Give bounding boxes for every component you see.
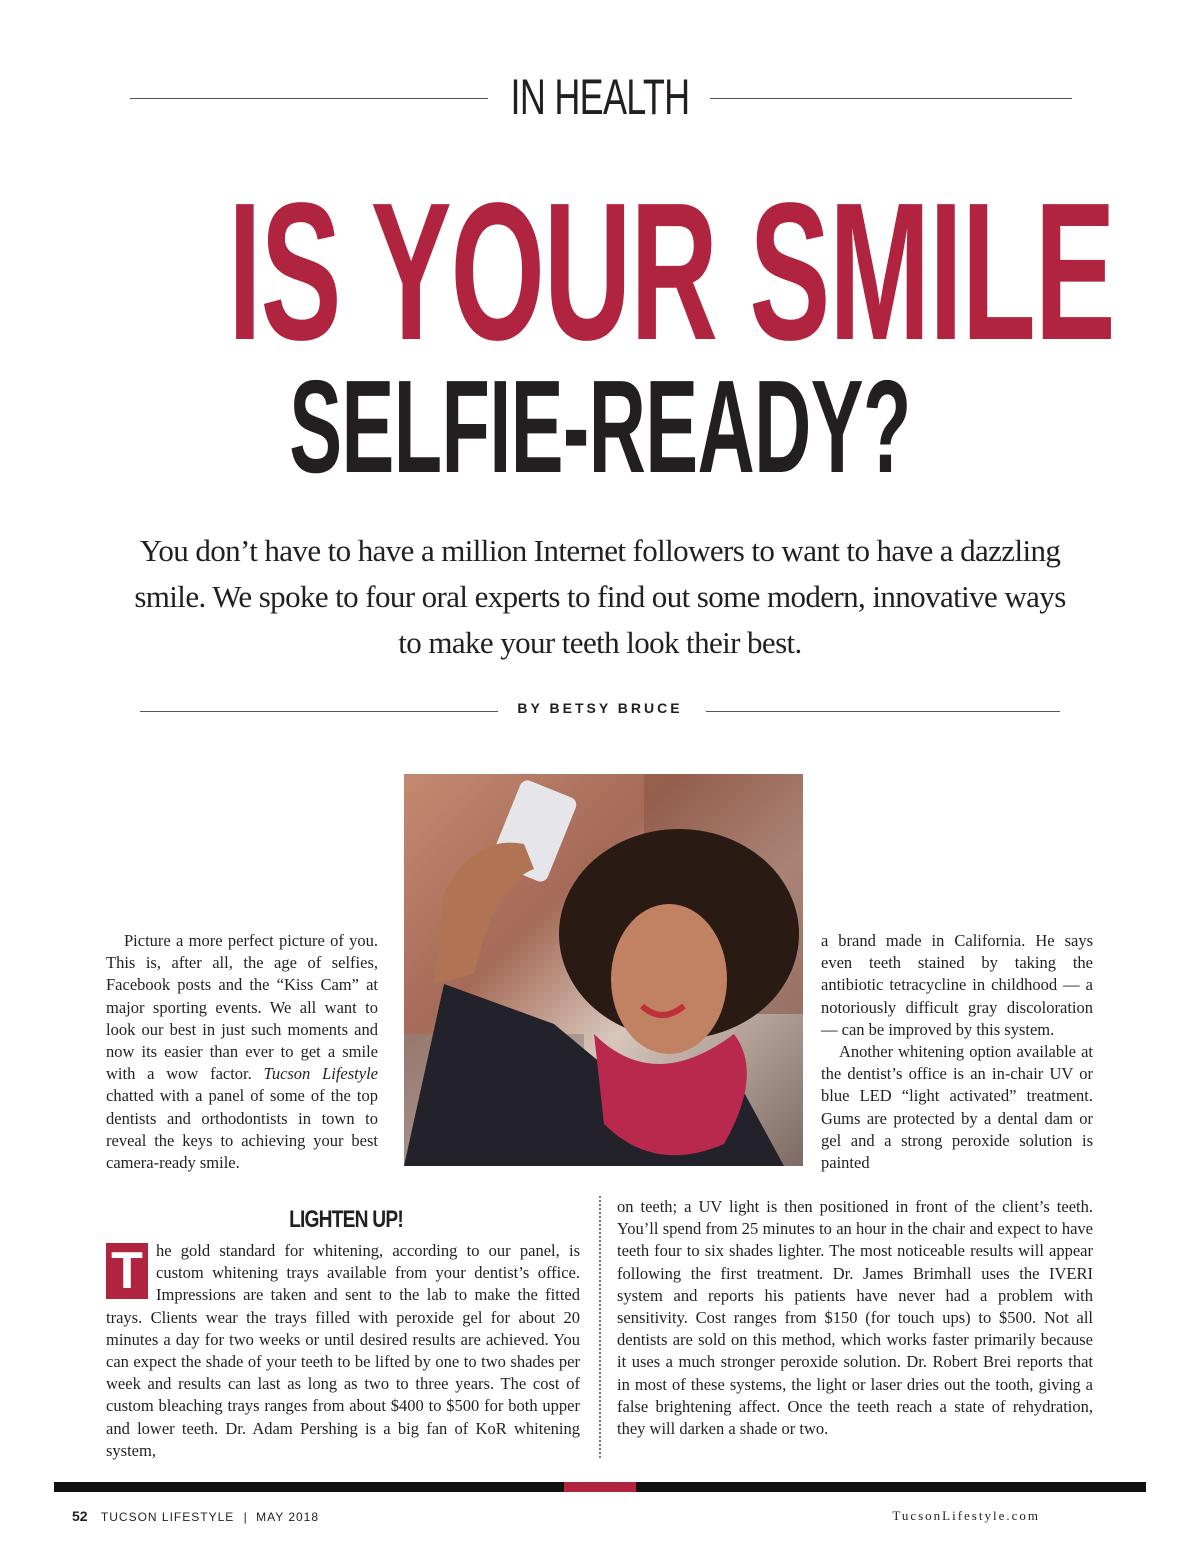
headline-line-1: IS YOUR SMILE <box>228 162 1115 381</box>
magazine-name: TUCSON LIFESTYLE <box>100 1510 235 1524</box>
lighten-up-paragraph <box>106 1240 580 1462</box>
right-paragraph-2-bottom: on teeth; a UV light is then positioned in front of the client’s teeth. You’ll spend from 25 minutes to an hour in the chair and expect to have teeth four to six shades lighter. The most noticeable results will appear following the first treatment. Dr. James Brimhall uses the IVERI system and reports his patients have never had a problem with sensitivity. Cost ranges from $150 (for touch ups) to $500. Not all dentists are sold on this method, which works faster primarily because it uses a much stronger peroxide solution. Dr. Robert Brei reports that in most of these systems, the light or laser dries out the tooth, giving a false brightening affect. Once the teeth reach a state of rehydration, they will darken a shade or two. <box>617 1197 1093 1439</box>
intro-text-end: chatted with a panel of some of the top dentists and orthodontists in town to reveal the keys to achieving your best camera-ready smile. <box>106 1086 378 1173</box>
intro-text: Picture a more perfect picture of you. This is, after all, the age of selfies, Facebook posts and the “Kiss Cam” at major sporting events. We all want to look our best in just such moments and now its easier than ever to get a smile with a wow factor. <box>106 931 378 1084</box>
section-label: IN HEALTH <box>510 69 690 125</box>
headline-line-2: SELFIE-READY? <box>289 353 911 500</box>
subhead-lighten-up: LIGHTEN UP! <box>289 1206 403 1233</box>
byline: BY BETSY BRUCE <box>517 700 683 716</box>
right-paragraph-2-top: Another whitening option available at the dentist’s office is an in-chair UV or blue LED “light activated” treatment. Gums are protected by a dental dam or gel and a strong peroxide solution is painted <box>821 1042 1093 1173</box>
selfie-photo <box>404 774 803 1166</box>
footer-bar-right <box>636 1482 1146 1492</box>
lighten-up-text: he gold standard for whitening, according to our panel, is custom whitening trays available from your dentist’s office. Impressions are taken and sent to the lab to make the fitted trays. Clients wear the trays filled with peroxide gel for about 20 minutes a day for two weeks or until desired results are achieved. You can expect the shade of your teeth to be lifted by one to two shades per week and results can last as long as two to three years. The cost of custom bleaching trays ranges from about $400 to $500 for both upper and lower teeth. Dr. Adam Pershing is a big fan of KoR whitening system, <box>106 1241 580 1460</box>
publication-name: Tucson Lifestyle <box>263 1064 378 1084</box>
intro-paragraph <box>106 930 378 1174</box>
footer-folio <box>72 1508 319 1524</box>
byline-rule-left <box>140 711 498 712</box>
page-number: 52 <box>72 1508 88 1524</box>
footer-bar-left <box>54 1482 564 1492</box>
footer-bar-accent <box>564 1482 636 1492</box>
website-link[interactable]: TucsonLifestyle.com <box>892 1508 1040 1523</box>
issue-date: MAY 2018 <box>256 1510 320 1524</box>
footer-separator: | <box>243 1510 247 1524</box>
drop-cap: T <box>106 1243 148 1299</box>
deck: You don’t have to have a million Internet followers to want to have a dazzling smile. We spoke to four oral experts to find out some modern, innovative ways to make your teeth look their best. <box>134 533 1066 660</box>
right-column-bottom <box>617 1196 1093 1440</box>
section-rule-right <box>710 98 1072 99</box>
right-column-top <box>821 930 1093 1174</box>
column-divider <box>599 1196 601 1458</box>
byline-rule-right <box>706 711 1060 712</box>
right-paragraph-1: a brand made in California. He says even teeth stained by taking the antibiotic tetracycline in childhood — a notoriously difficult gray discoloration — can be improved by this system. <box>821 931 1093 1039</box>
